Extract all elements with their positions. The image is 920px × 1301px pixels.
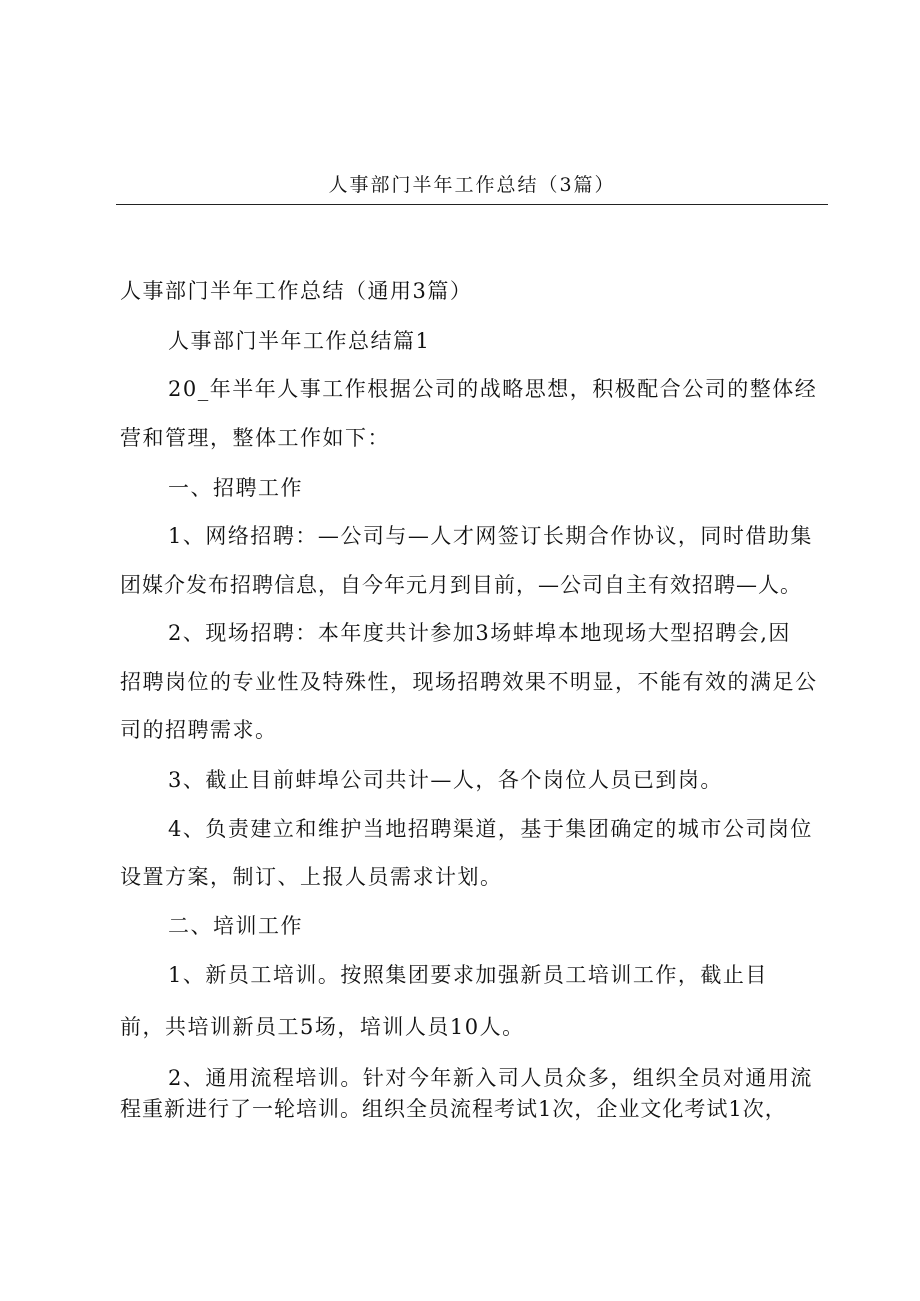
item2-line-3: 司的招聘需求。 — [120, 718, 278, 742]
train2-line-1: 2、通用流程培训。针对今年新入司人员众多，组织全员对通用流 — [168, 1066, 813, 1090]
item3-line: 3、截止目前蚌埠公司共计—人，各个岗位人员已到岗。 — [168, 768, 723, 792]
part2-heading: 二、培训工作 — [168, 914, 303, 938]
item1-line-1: 1、网络招聘：—公司与—人才网签订长期合作协议，同时借助集 — [168, 524, 813, 548]
item4-line-1: 4、负责建立和维护当地招聘渠道，基于集团确定的城市公司岗位 — [168, 817, 813, 841]
document-title: 人事部门半年工作总结（通用3篇） — [120, 279, 473, 303]
page-header — [116, 168, 828, 205]
train1-line-1: 1、新员工培训。按照集团要求加强新员工培训工作，截止目 — [168, 963, 768, 987]
intro-line-2: 营和管理，整体工作如下： — [120, 426, 390, 450]
part1-heading: 一、招聘工作 — [168, 476, 303, 500]
page-header-title: 人事部门半年工作总结（3篇） — [328, 174, 616, 196]
item2-line-2: 招聘岗位的专业性及特殊性，现场招聘效果不明显，不能有效的满足公 — [120, 670, 818, 694]
section-heading: 人事部门半年工作总结篇1 — [168, 329, 431, 353]
intro-line-1: 20_年半年人事工作根据公司的战略思想，积极配合公司的整体经 — [168, 377, 818, 401]
item1-line-2: 团媒介发布招聘信息，自今年元月到目前，—公司自主有效招聘—人。 — [120, 573, 802, 597]
item4-line-2: 设置方案，制订、上报人员需求计划。 — [120, 865, 503, 889]
item2-line-1: 2、现场招聘：本年度共计参加3场蚌埠本地现场大型招聘会,因 — [168, 621, 791, 645]
train1-line-2: 前，共培训新员工5场，培训人员10人。 — [120, 1015, 525, 1039]
train2-line-2: 程重新进行了一轮培训。组织全员流程考试1次，企业文化考试1次， — [120, 1097, 787, 1121]
